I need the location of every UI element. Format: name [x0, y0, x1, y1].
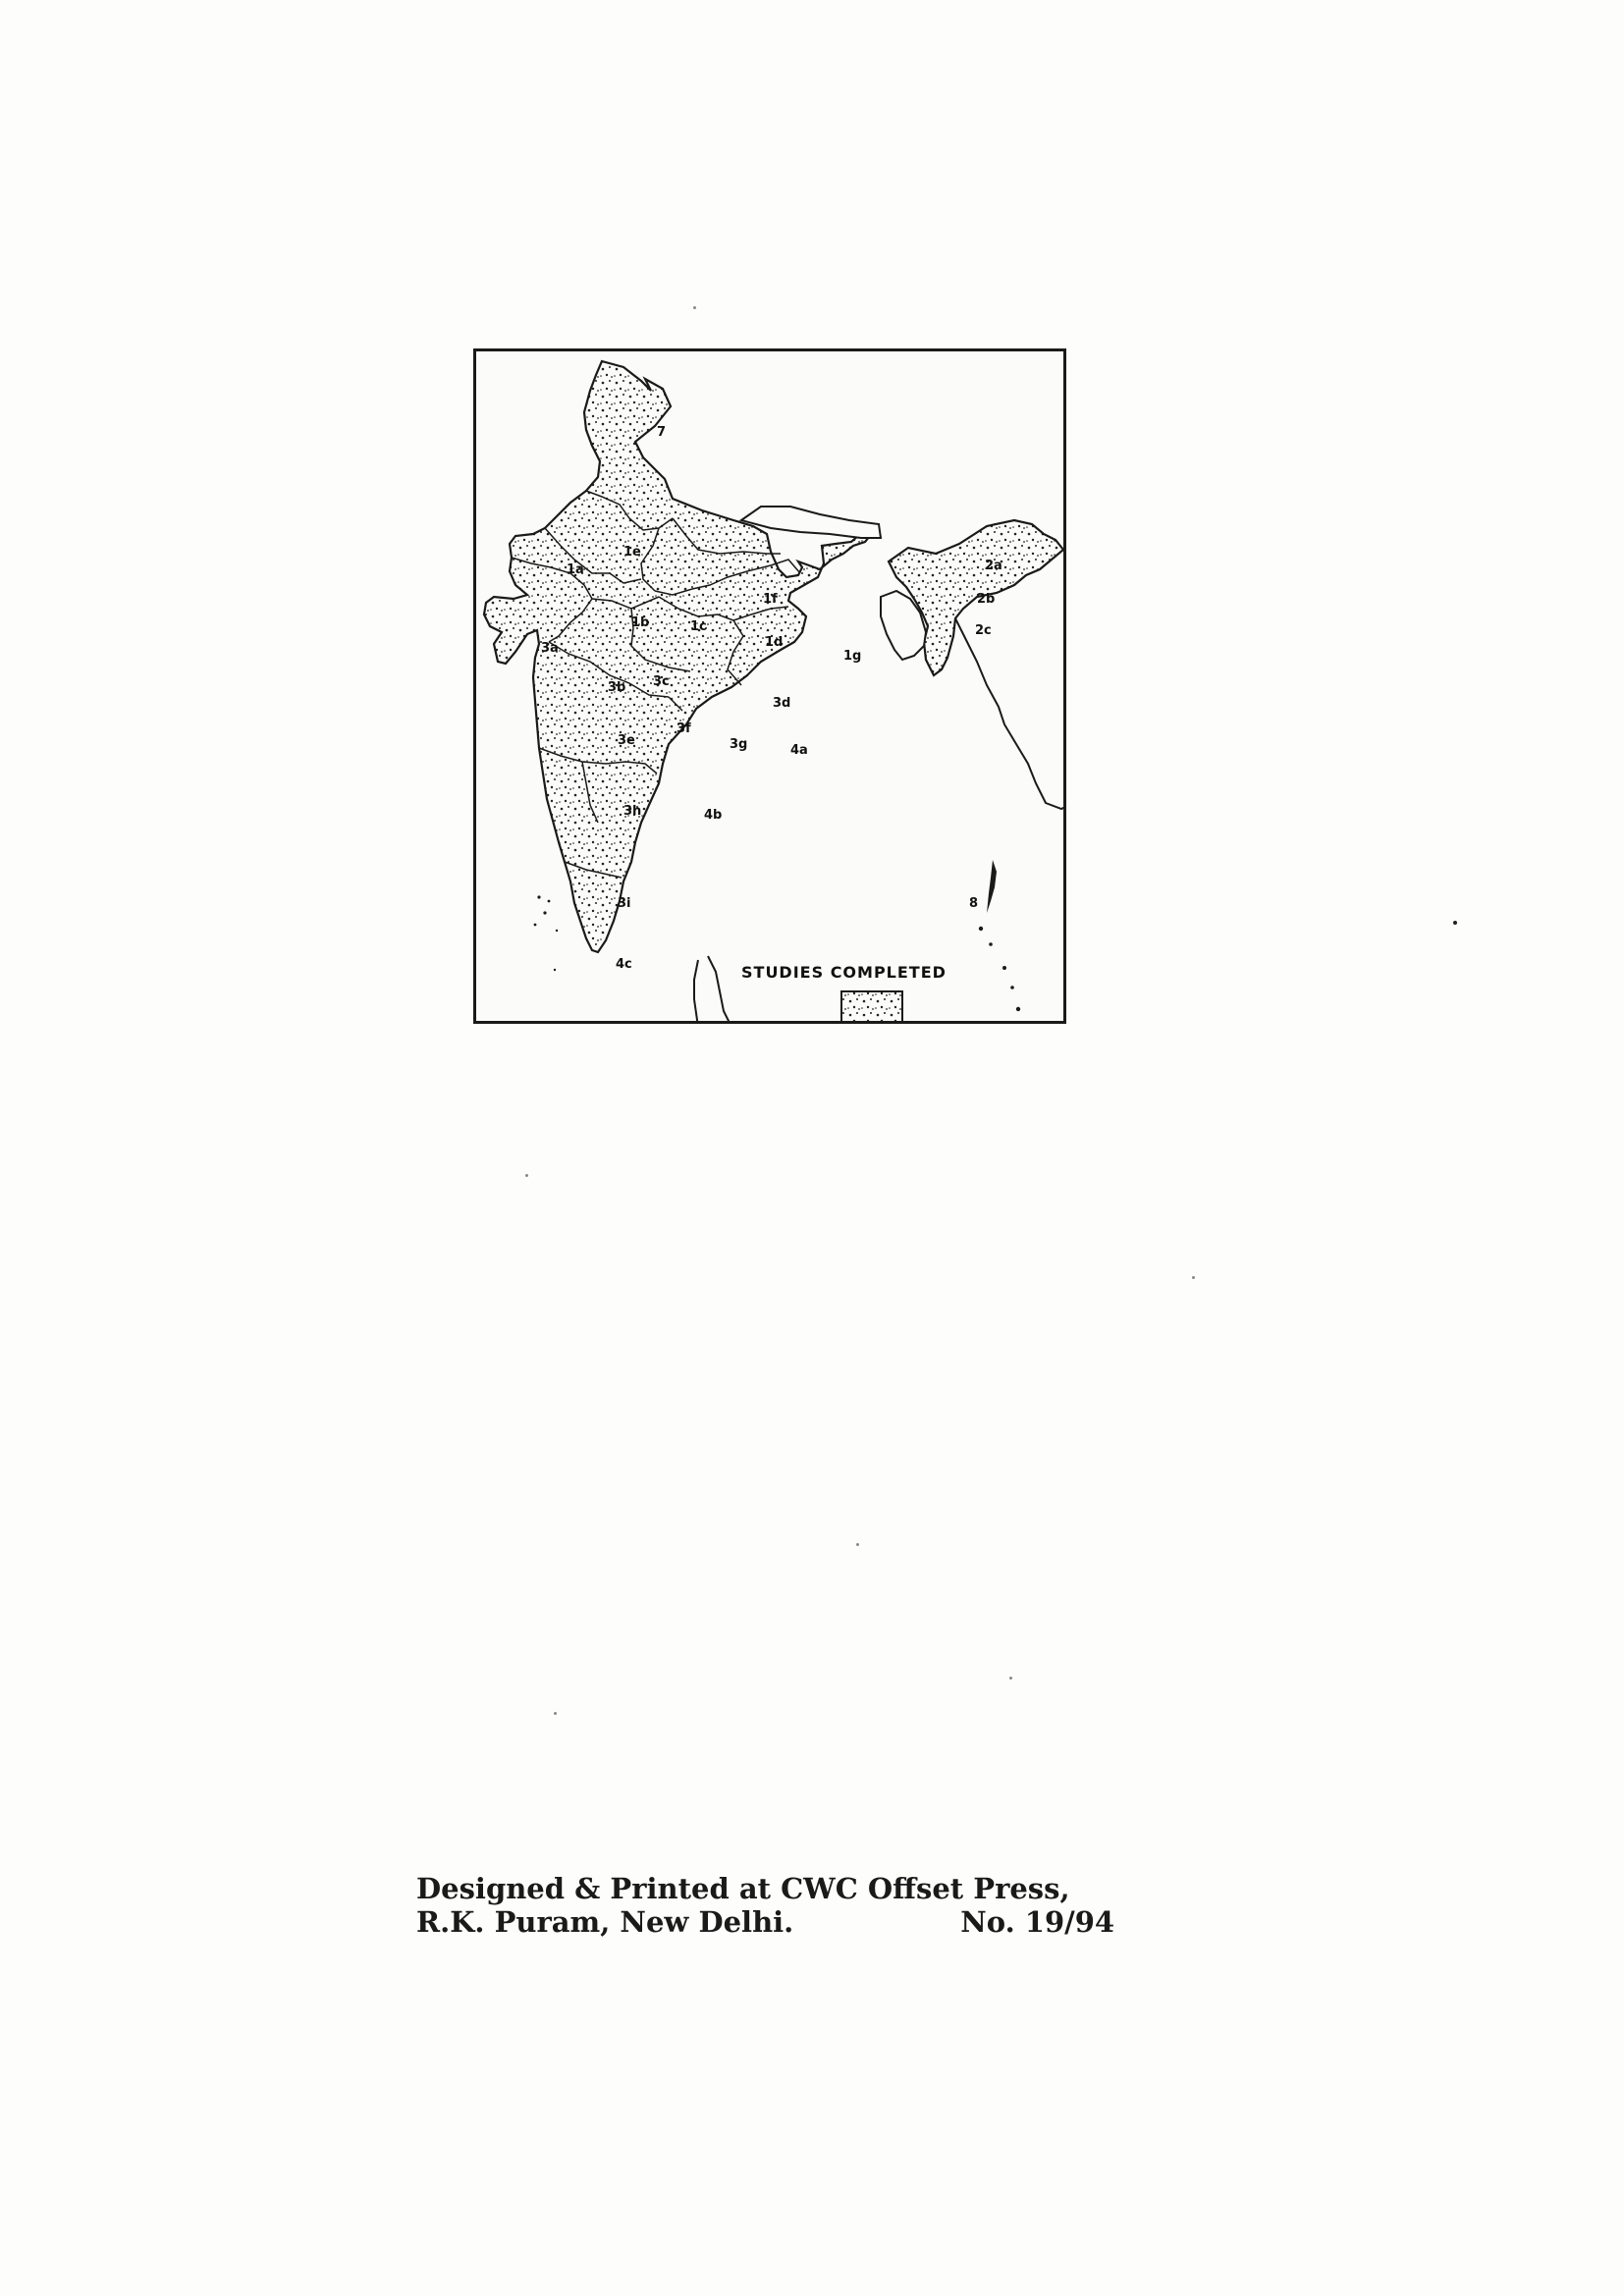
scan-speck [693, 306, 696, 309]
zone-label-3d: 3d [773, 696, 791, 711]
imprint-line-1 [416, 1872, 1163, 1905]
lakshadweep-islands [534, 895, 559, 971]
printer-imprint [416, 1872, 1163, 1939]
india-map-figure [473, 348, 1066, 1024]
zone-label-2b: 2b [977, 592, 996, 607]
zone-label-1a: 1a [567, 562, 584, 577]
zone-label-4a: 4a [790, 743, 808, 758]
scan-speck [856, 1543, 859, 1546]
zone-label-8: 8 [969, 896, 979, 911]
imprint-address: R.K. Puram, New Delhi. [416, 1905, 794, 1939]
zone-label-7: 7 [657, 425, 667, 440]
zone-label-2c: 2c [975, 623, 992, 638]
zone-label-1c: 1c [690, 619, 707, 634]
zone-label-1g: 1g [843, 649, 862, 664]
zone-label-3g: 3g [730, 737, 748, 752]
scan-speck [1192, 1276, 1195, 1279]
legend-label: STUDIES COMPLETED [741, 963, 947, 982]
zone-label-3e: 3e [618, 733, 635, 748]
imprint-printer: Designed & Printed at CWC Offset Press, [416, 1872, 1070, 1905]
zone-label-4c: 4c [616, 957, 632, 972]
scan-speck [554, 1712, 557, 1715]
india-mainland [484, 361, 873, 952]
scan-speck [1453, 921, 1457, 925]
india-map [476, 351, 1066, 1024]
zone-label-3h: 3h [623, 804, 642, 819]
zone-label-3b: 3b [608, 680, 626, 695]
zone-label-1f: 1f [763, 592, 778, 607]
zone-label-1d: 1d [765, 635, 784, 650]
sri-lanka [694, 956, 731, 1024]
zone-label-1e: 1e [623, 545, 641, 560]
scan-speck [525, 1174, 528, 1177]
imprint-number: No. 19/94 [960, 1905, 1115, 1939]
zone-label-2a: 2a [985, 559, 1002, 573]
zone-label-3f: 3f [677, 721, 691, 736]
zone-label-3a: 3a [541, 641, 559, 656]
myanmar-coast [955, 618, 1066, 809]
imprint-line-2 [416, 1905, 1163, 1939]
scan-speck [1009, 1677, 1012, 1680]
zone-label-3i: 3i [618, 896, 631, 911]
zone-label-3c: 3c [653, 674, 670, 689]
zone-label-1b: 1b [631, 615, 650, 630]
andaman-nicobar-islands [979, 860, 1020, 1011]
zone-label-4b: 4b [704, 808, 723, 823]
legend-swatch [841, 991, 902, 1023]
